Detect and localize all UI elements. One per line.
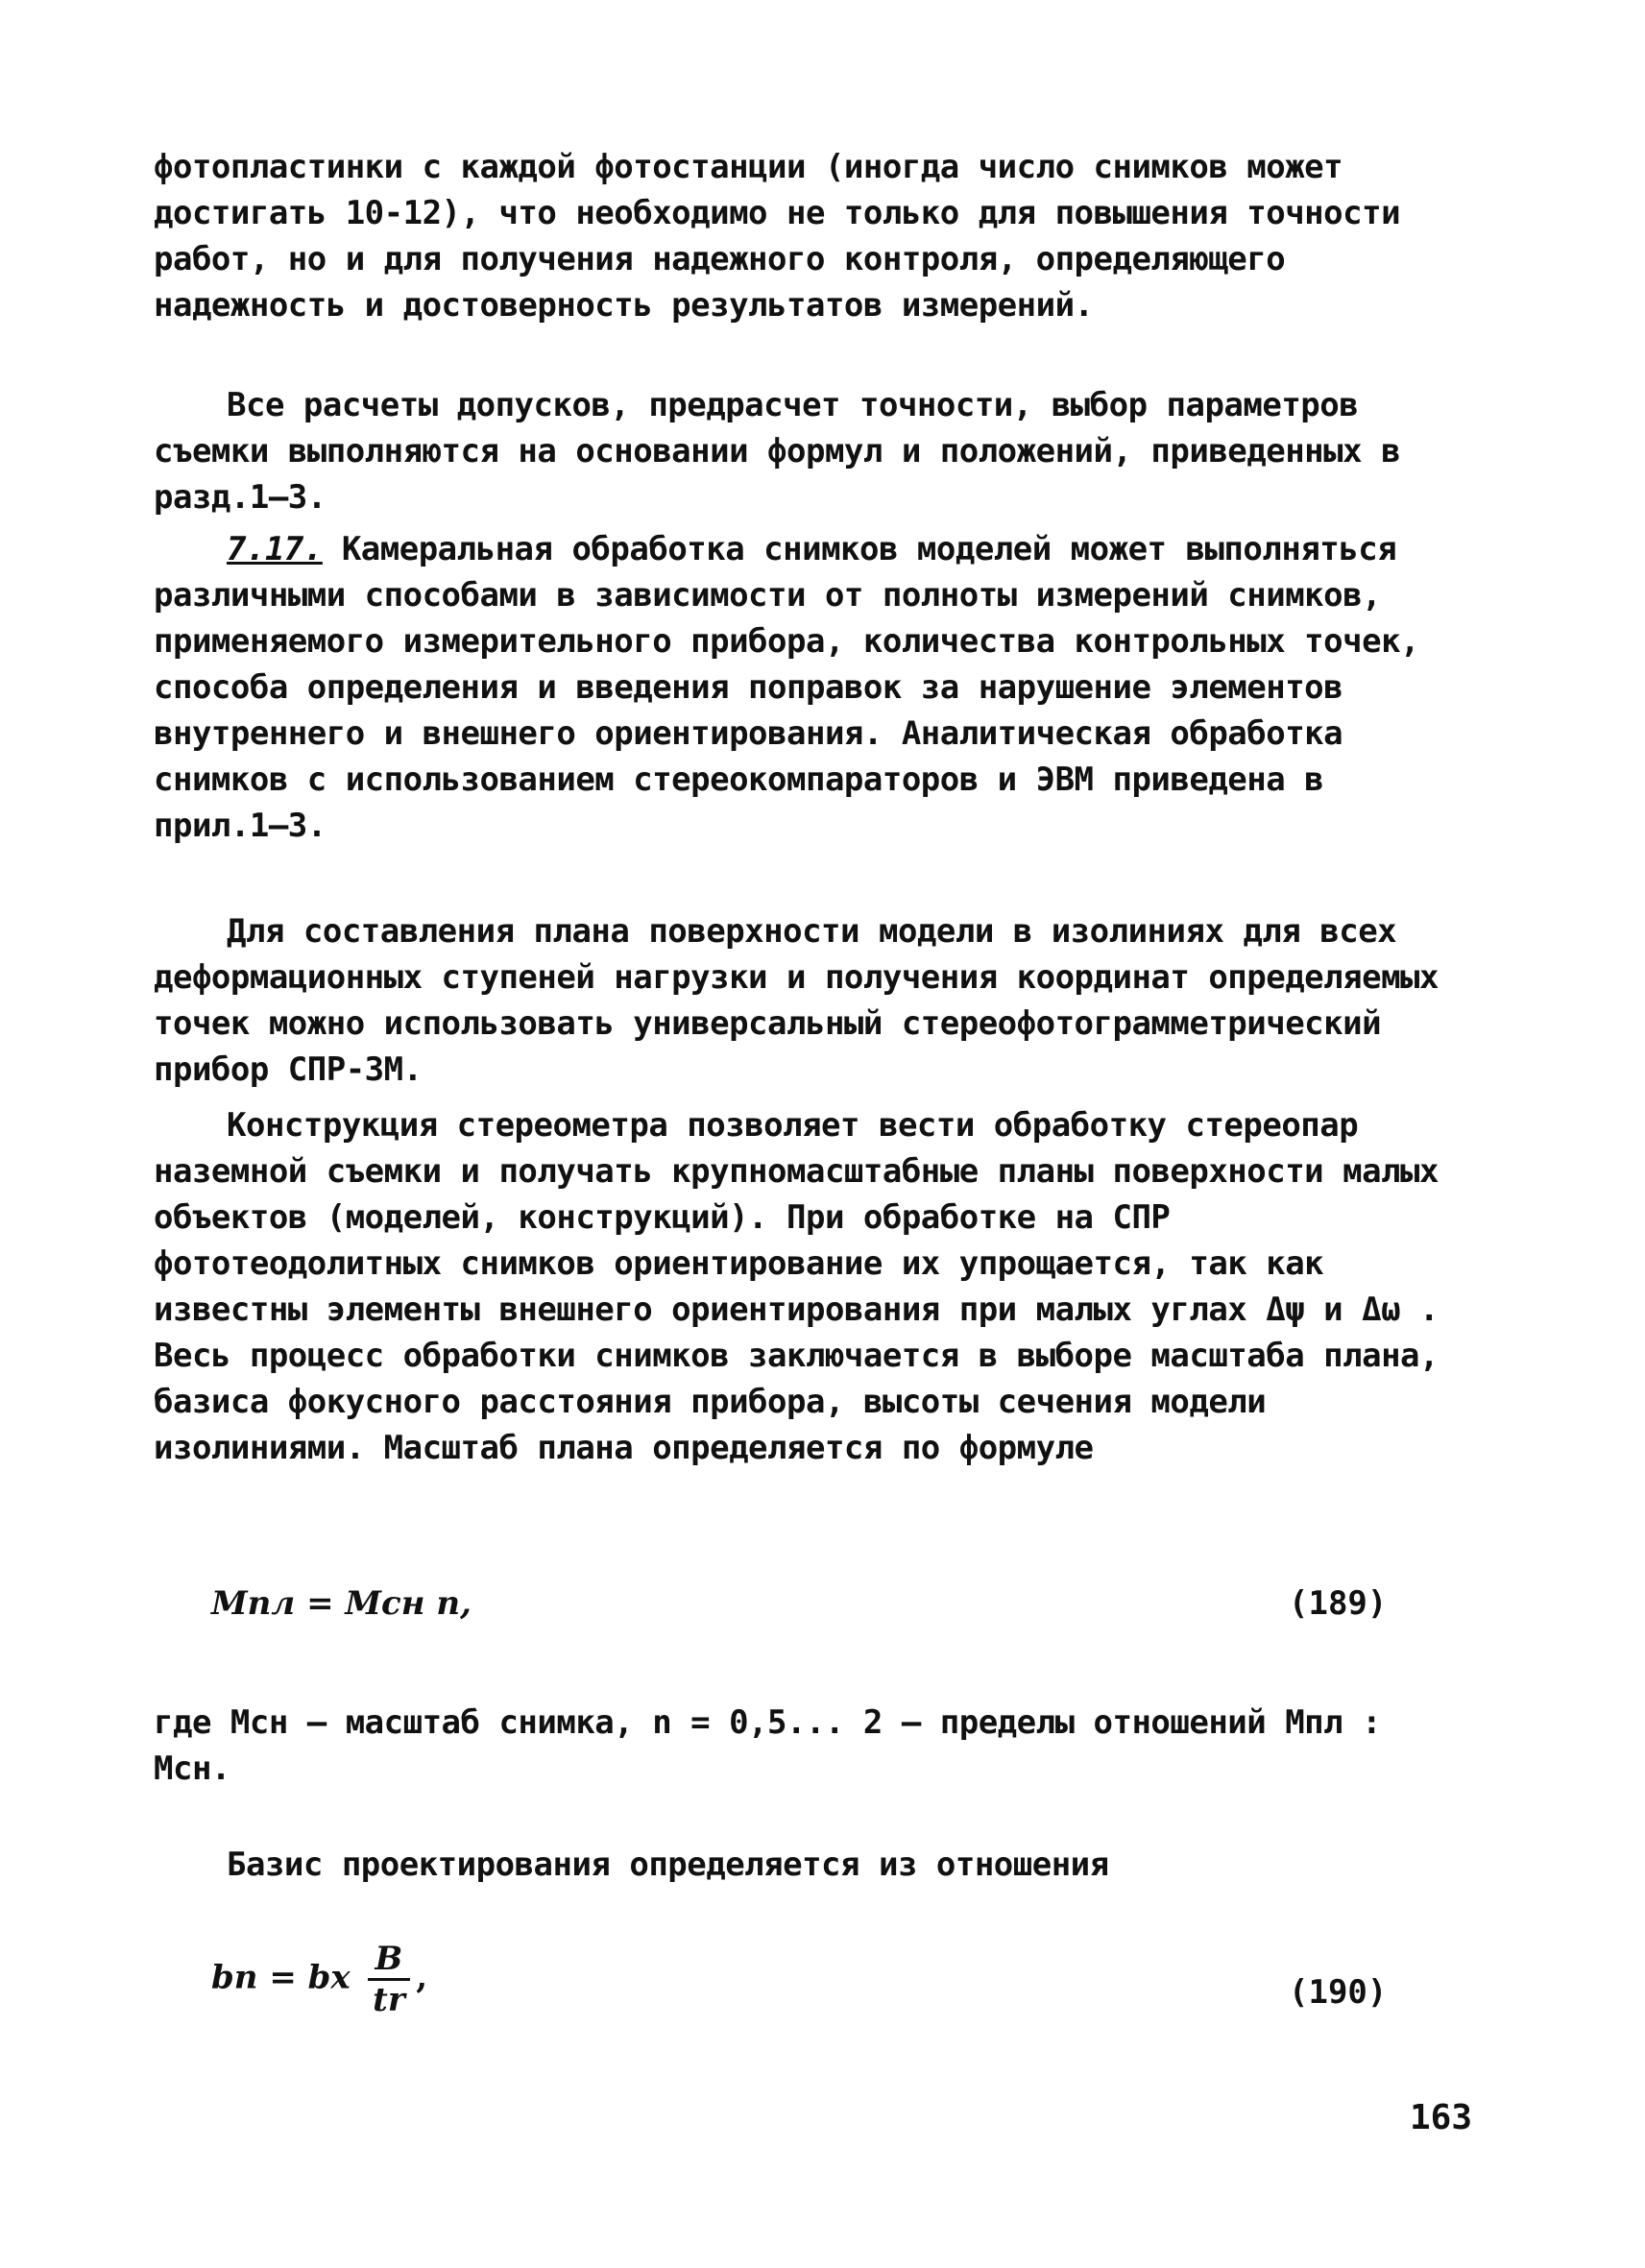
- paragraph-where: [154, 1700, 1469, 1792]
- paragraph-3-text: Камеральная обработка снимков моделей может выполняться различными способами в зависимости от полноты измерений снимков, применяемого измерительного прибора, количества контрольных точек, способа определения и введения поправок за нарушение элементов внутреннего и внешнего ориентирования. Аналитическая обработка снимков с использованием стереокомпараторов и ЭВМ приведена в прил.1–3.: [154, 530, 1420, 845]
- formula-190: bп = bx $\frac{B}{tr}$ ,: [211, 1940, 428, 2019]
- paragraph-5: Конструкция стереометра позволяет вести обработку стереопар наземной съемки и получать крупномасштабные планы поверхности малых объектов (моделей, конструкций). При обработке на СПР фототеодолитных снимков ориентирование их упрощается, так как известны элементы внешнего ориентирования при малых углах Δψ и Δω . Весь процесс обработки снимков заключается в выборе масштаба плана, базиса фокусного расстояния прибора, высоты сечения модели изолиниями. Масштаб плана определяется по формуле: [154, 1106, 1439, 1467]
- paragraph-basis: [154, 1842, 1469, 1888]
- paragraph-4: Для составления плана поверхности модели в изолиниях для всех деформационных ступеней нагрузки и получения координат определяемых точек можно использовать универсальный стереофотограмметрический прибор СПР-3М.: [154, 912, 1439, 1089]
- formula-189: Mпл = Mсн n,: [211, 1584, 472, 1623]
- formula-190-fraction: [368, 1940, 411, 2019]
- paragraph-3: [154, 526, 1469, 849]
- page-number: 163: [1409, 2098, 1472, 2137]
- paragraph-plan: [154, 908, 1469, 1093]
- formula-190-left: bп = bx: [211, 1958, 351, 1997]
- paragraph-6: где Mсн – масштаб снимка, n = 0,5... 2 – пределы отношений Mпл : Mсн.: [154, 1703, 1382, 1788]
- paragraph-2: Все расчеты допусков, предрасчет точности, выбор параметров съемки выполняются на основании формул и положений, приведенных в разд.1–3.: [154, 386, 1401, 517]
- section-number: 7.17.: [227, 530, 323, 568]
- fraction-denominator: tr: [373, 1981, 405, 2019]
- equation-number-190: (190): [1289, 1973, 1388, 2012]
- equation-number-189: (189): [1289, 1584, 1388, 1623]
- section-7-17: [154, 526, 1469, 849]
- paragraph-continuation: [154, 144, 1469, 328]
- paragraph-7: Базис проектирования определяется из отношения: [227, 1846, 1109, 1884]
- paragraph-calculations: [154, 382, 1469, 520]
- paragraph-stereometer: [154, 1102, 1469, 1471]
- fraction-numerator: B: [368, 1940, 411, 1981]
- paragraph-1: фотопластинки с каждой фотостанции (иногда число снимков может достигать 10-12), что необходимо не только для повышения точности работ, но и для получения надежного контроля, определяющего надежность и достоверность результатов измерений.: [154, 148, 1401, 325]
